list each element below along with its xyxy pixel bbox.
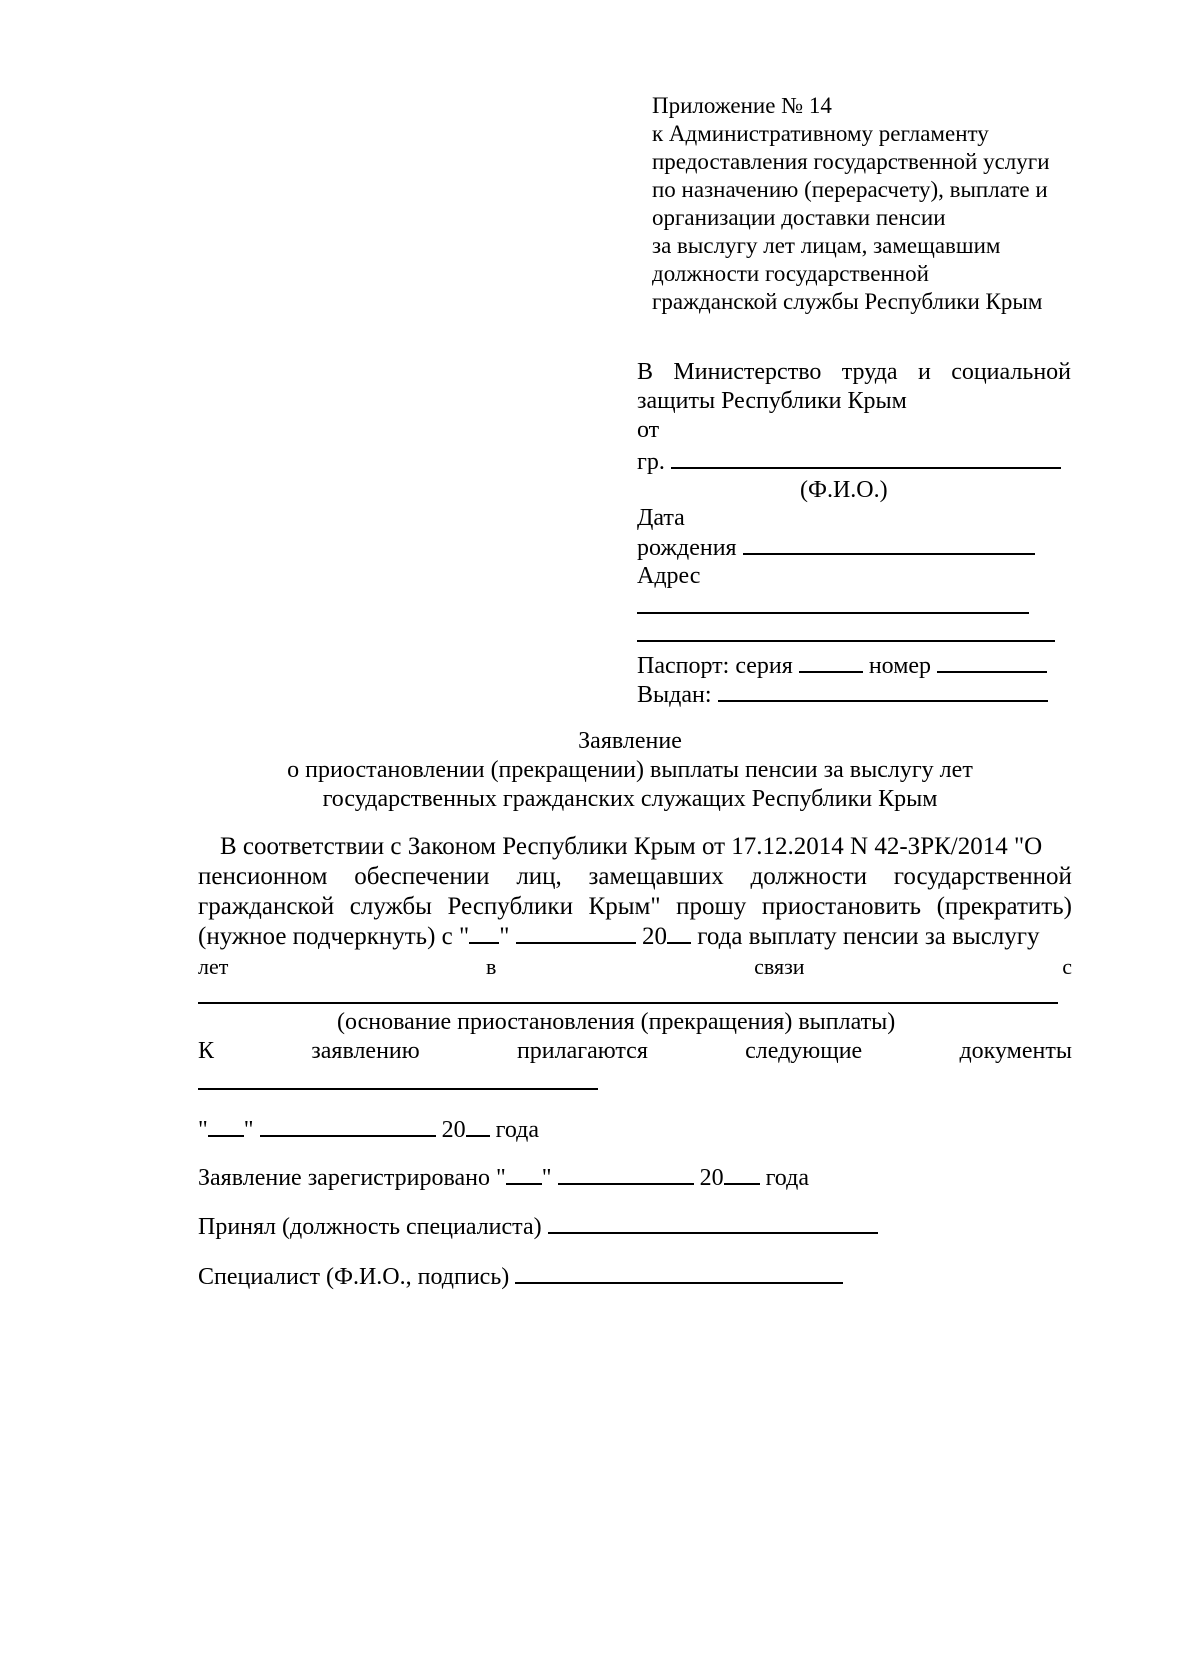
body-word: приостановить [761,893,922,920]
birth-label-2: рождения [637,535,737,561]
body-word: службы [349,893,432,920]
body-line-5 [198,952,1072,982]
appendix-line: к Административному регламенту [652,121,989,146]
issued-line [637,680,1048,710]
start-month-field[interactable] [516,922,636,944]
body-line-3 [198,892,1072,922]
address-field-2[interactable] [637,640,1055,642]
body-text-fragment: (нужное подчеркнуть) с " [198,923,470,950]
body-word: пенсионном [198,863,328,890]
body-line-4 [198,922,1072,952]
year-suffix: года [495,1117,540,1143]
reg-day-field[interactable] [506,1163,542,1185]
body-word: в [486,954,497,979]
body-word: (прекратить) [936,893,1072,920]
body-text-fragment: года выплату пенсии за выслугу [697,923,1040,950]
registration-line [198,1163,809,1192]
body-text-fragment: " [499,923,510,950]
app-day-field[interactable] [208,1115,244,1137]
appendix-line: за выслугу лет лицам, замещавшим [652,233,1001,258]
appendix-line: должности государственной [652,261,929,286]
title-line-2: о приостановлении (прекращении) выплаты пенсии за выслугу лет [287,757,973,783]
passport-series-field[interactable] [799,651,863,673]
application-date-line [198,1115,539,1144]
specialist-field[interactable] [515,1262,843,1284]
statement-body [198,832,1072,982]
issued-label: Выдан: [637,682,712,708]
appendix-line: по назначению (перерасчету), выплате и [652,177,1048,202]
start-day-field[interactable] [469,922,499,944]
fio-field[interactable] [671,445,1061,469]
year-prefix: 20 [441,1117,466,1143]
body-word: прилагаются [516,1038,648,1064]
quote-mark: " [541,1165,552,1191]
body-word: К [198,1038,215,1064]
issued-field[interactable] [718,680,1048,702]
documents-line [198,1037,1072,1065]
year-suffix: года [765,1165,809,1191]
year-prefix: 20 [699,1165,724,1191]
body-word: государственной [893,863,1072,890]
app-year-field[interactable] [466,1115,490,1137]
passport-number-label: номер [868,653,932,679]
appendix-line: гражданской службы Республики Крым [652,289,1043,314]
app-month-field[interactable] [260,1115,436,1137]
body-word: следующие [745,1038,863,1064]
passport-label: Паспорт: серия [637,653,793,679]
fio-hint: (Ф.И.О.) [800,477,888,503]
accepted-line [198,1212,878,1241]
registration-label: Заявление зарегистрировано " [198,1165,506,1191]
body-word: прошу [676,893,747,920]
body-word: с [1062,954,1072,979]
basis-field[interactable] [198,1002,1058,1004]
body-line-2 [198,862,1072,892]
body-word: заявлению [311,1038,420,1064]
appendix-line: предоставления государственной услуги [652,149,1050,174]
body-word: лет [198,954,229,979]
passport-number-field[interactable] [937,651,1047,673]
body-word: обеспечении [354,863,490,890]
quote-mark: " [243,1117,254,1143]
citizen-line [637,445,1071,477]
birth-line [637,533,1035,563]
body-line-1: В соответствии с Законом Республики Крым от 17.12.2014 N 42-ЗРК/2014 "О [220,833,1043,860]
addressee-ministry-line: В Министерство труда и социальной [637,359,1071,385]
accepted-field[interactable] [548,1212,878,1234]
addressee-ministry-line-2: защиты Республики Крым [637,388,907,414]
statement-title [200,727,1060,814]
quote-mark: " [198,1117,208,1143]
body-word: документы [959,1038,1072,1064]
accepted-label: Принял (должность специалиста) [198,1214,542,1240]
passport-line [637,651,1047,681]
birth-label: Дата [637,505,685,531]
start-year-field[interactable] [667,922,691,944]
body-word: замещавших [588,863,724,890]
basis-hint: (основание приостановления (прекращения) выплаты) [337,1009,896,1035]
title-heading: Заявление [578,728,682,754]
appendix-line: организации доставки пенсии [652,205,946,230]
body-word: должности [750,863,868,890]
body-word: лиц, [516,863,562,890]
addressee-block [637,358,1071,477]
reg-month-field[interactable] [558,1163,694,1185]
specialist-label: Специалист (Ф.И.О., подпись) [198,1264,510,1290]
body-word: Республики [447,893,573,920]
appendix-header [652,92,1112,316]
documents-field[interactable] [198,1088,598,1090]
address-field-1[interactable] [637,612,1029,614]
birthdate-field[interactable] [743,533,1035,555]
reg-year-field[interactable] [724,1163,760,1185]
addressee-from: от [637,417,660,443]
specialist-line [198,1262,843,1291]
citizen-prefix: гр. [637,449,665,475]
body-word: гражданской [198,893,335,920]
appendix-line: Приложение № 14 [652,93,832,118]
body-word: Крым" [588,893,661,920]
body-word: связи [754,954,805,979]
address-label: Адрес [637,563,701,589]
body-text-fragment: 20 [641,923,667,950]
title-line-3: государственных гражданских служащих Республики Крым [322,786,938,812]
